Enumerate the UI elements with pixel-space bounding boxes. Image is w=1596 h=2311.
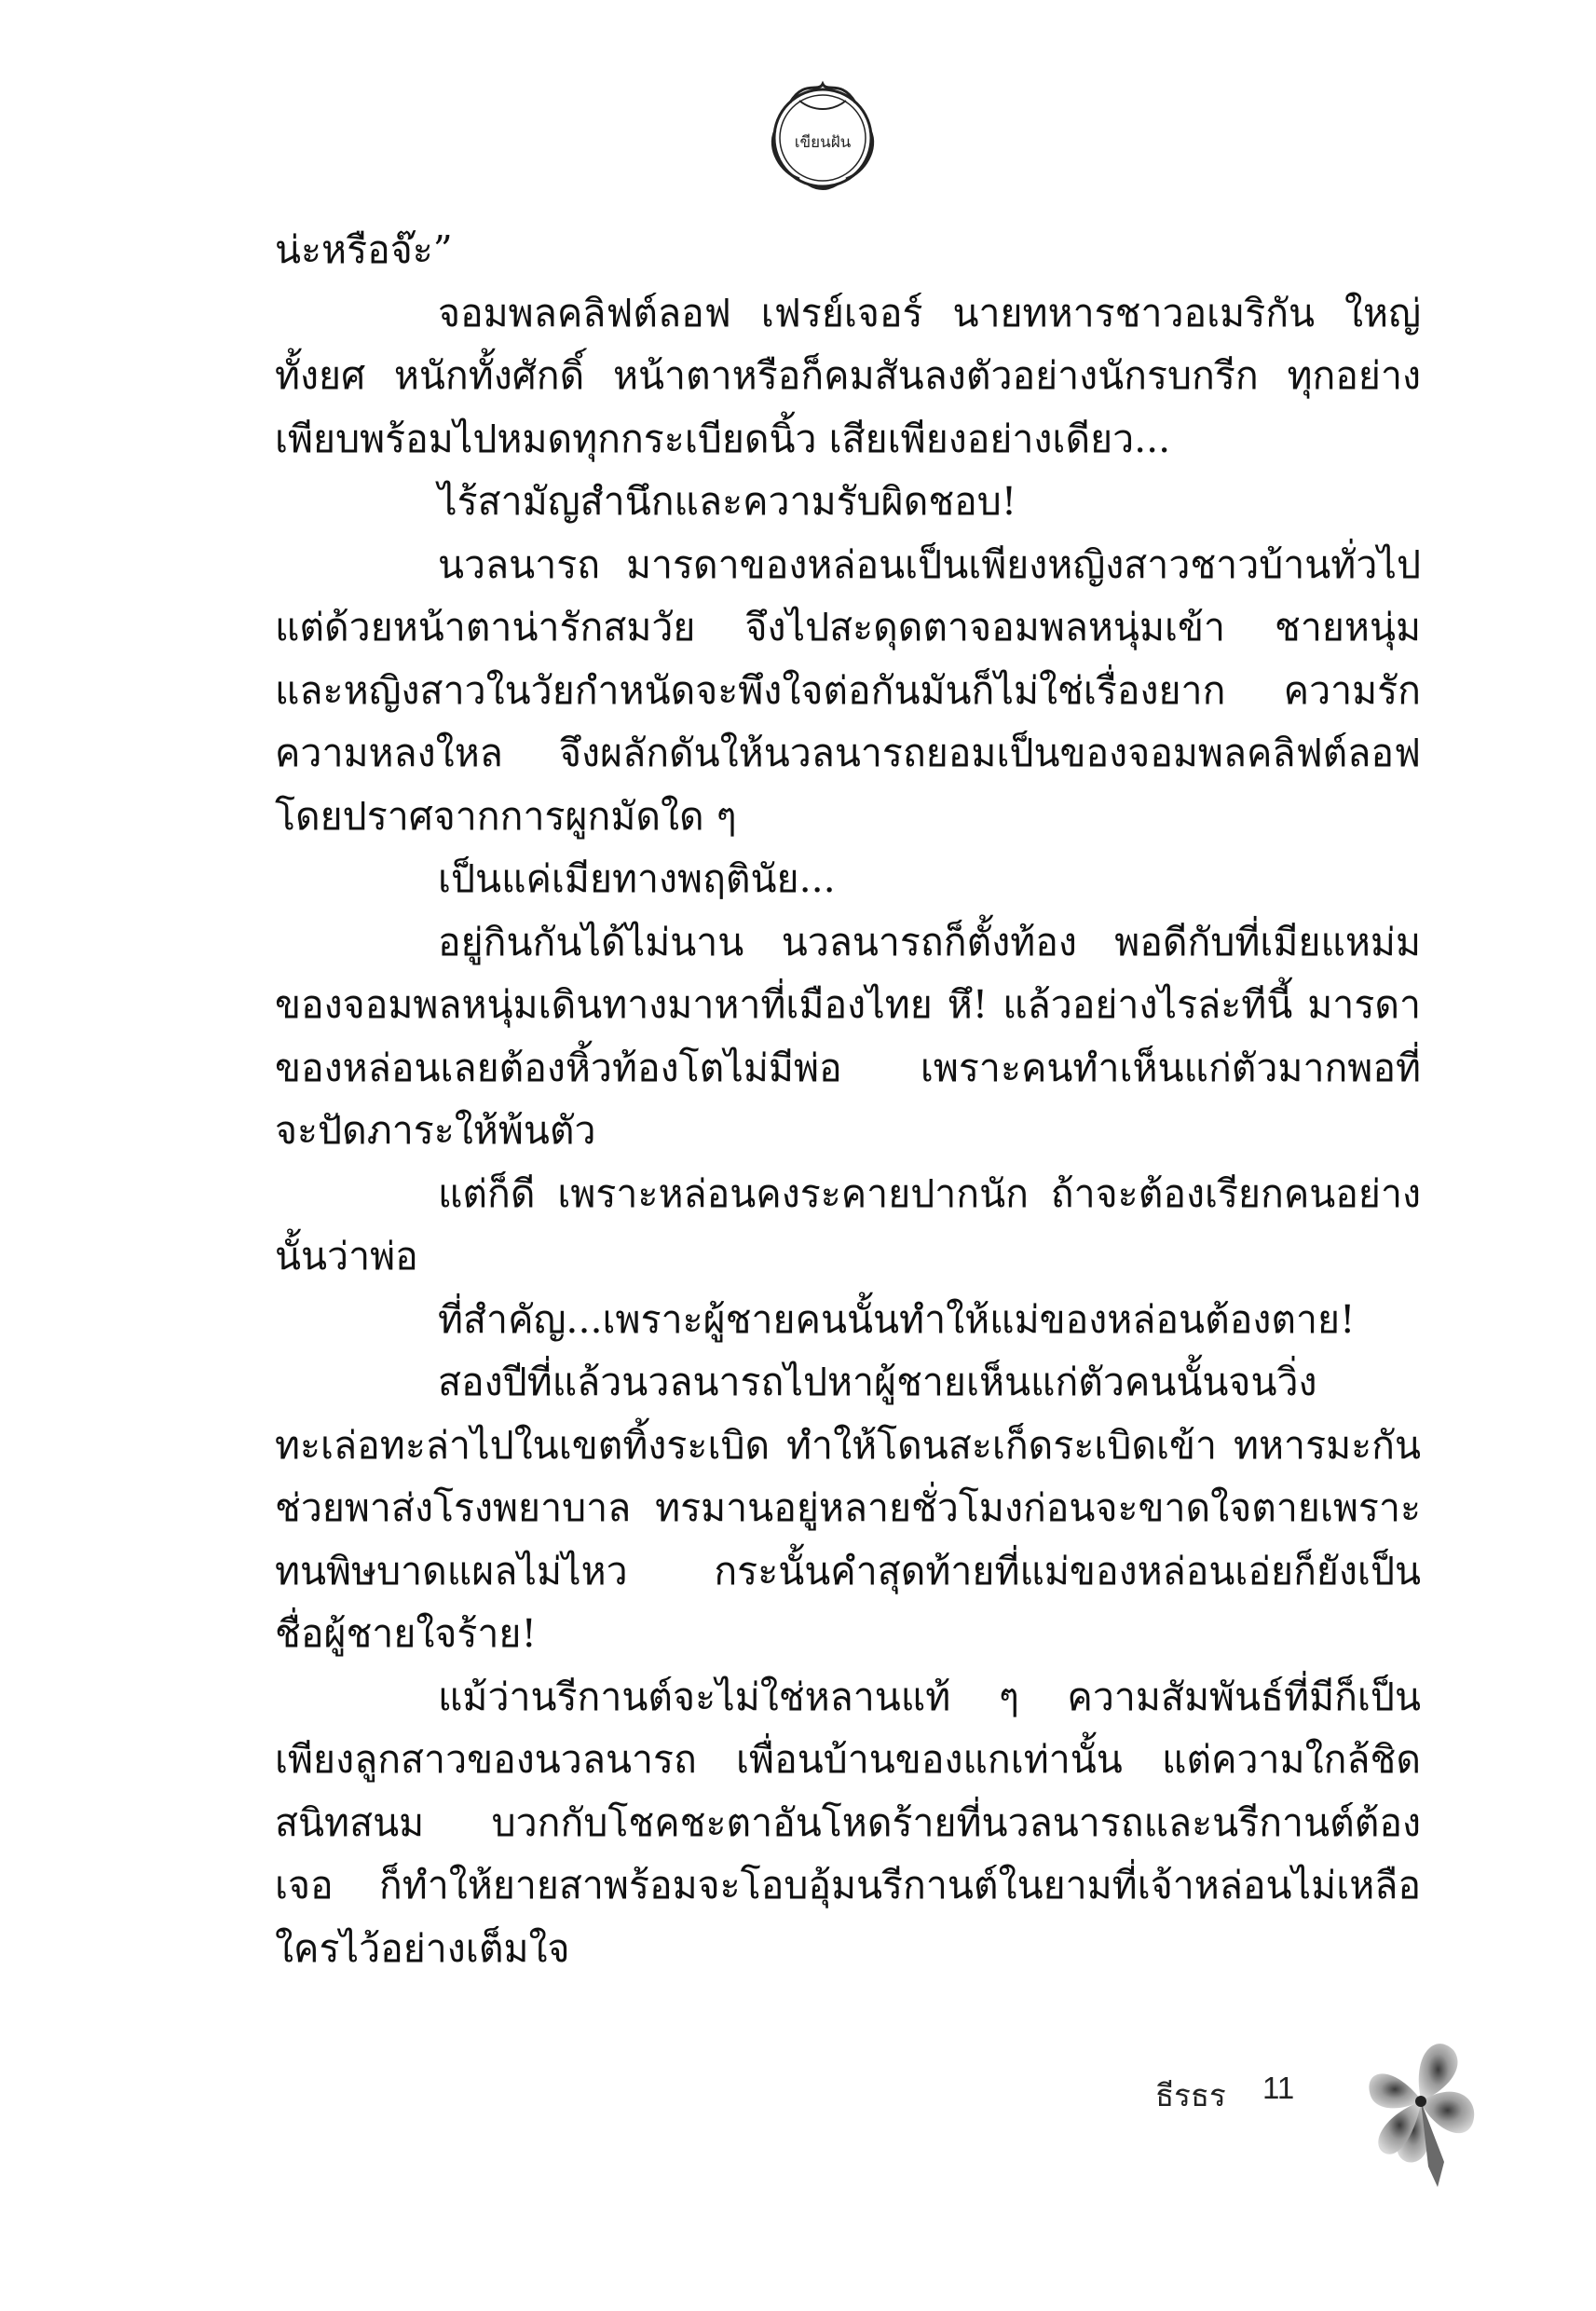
text-line: โดยปราศจากการผูกมัดใด ๆ	[275, 793, 737, 839]
body-text	[275, 219, 1421, 1980]
text-line: จอมพลคลิฟต์ลอฟ เฟรย์เจอร์ นายทหารชาวอเมริกัน ใหญ่	[438, 290, 1421, 335]
text-line: ใครไว้อย่างเต็มใจ	[275, 1925, 570, 1971]
text-line: แต่ก็ดี เพราะหล่อนคงระคายปากนัก ถ้าจะต้องเรียกคนอย่าง	[438, 1170, 1421, 1216]
text-line: ความหลงใหล จึงผลักดันให้นวลนารถยอมเป็นของจอมพลคลิฟต์ลอฟ	[275, 731, 1421, 775]
text-line: ไร้สามัญสำนึกและความรับผิดชอบ!	[438, 479, 1017, 524]
flower-decoration-icon	[1356, 2027, 1486, 2190]
text-line: แต่ด้วยหน้าตาน่ารักสมวัย จึงไปสะดุดตาจอมพลหนุ่มเข้า ชายหนุ่ม	[275, 605, 1421, 650]
text-line: เจอ ก็ทำให้ยายสาพร้อมจะโอบอุ้มนรีกานต์ในยามที่เจ้าหล่อนไม่เหลือ	[275, 1863, 1421, 1908]
text-line: เพียงลูกสาวของนวลนารถ เพื่อนบ้านของแกเท่านั้น แต่ความใกล้ชิด	[275, 1737, 1421, 1782]
text-line: ทะเล่อทะล่าไปในเขตทิ้งระเบิด ทำให้โดนสะเก็ดระเบิดเข้า ทหารมะกัน	[275, 1422, 1421, 1468]
text-line: ของหล่อนเลยต้องหิ้วท้องโตไม่มีพ่อ เพราะคนทำเห็นแก่ตัวมากพอที่	[275, 1045, 1421, 1090]
text-line: เพียบพร้อมไปหมดทุกกระเบียดนิ้ว เสียเพียงอย่างเดียว...	[275, 416, 1171, 461]
text-line: น่ะหรือจ๊ะ”	[275, 227, 453, 272]
text-line: ของจอมพลหนุ่มเดินทางมาหาที่เมืองไทย หึ! แล้วอย่างไรล่ะทีนี้ มารดา	[275, 982, 1421, 1027]
text-line: แม้ว่านรีกานต์จะไม่ใช่หลานแท้ ๆ ความสัมพันธ์ที่มีก็เป็น	[438, 1674, 1421, 1719]
text-line: สองปีที่แล้วนวลนารถไปหาผู้ชายเห็นแก่ตัวคนนั้นจนวิ่ง	[438, 1360, 1317, 1404]
text-line: จะปัดภาระให้พ้นตัว	[275, 1108, 596, 1153]
text-line: และหญิงสาวในวัยกำหนัดจะพึงใจต่อกันมันก็ไม่ใช่เรื่องยาก ความรัก	[275, 667, 1421, 713]
svg-text:เขียนฝัน: เขียนฝัน	[794, 133, 852, 152]
text-line: สนิทสนม บวกกับโชคชะตาอันโหดร้ายที่นวลนารถและนรีกานต์ต้อง	[275, 1799, 1421, 1845]
text-line: ช่วยพาส่งโรงพยาบาล ทรมานอยู่หลายชั่วโมงก่อนจะขาดใจตายเพราะ	[275, 1485, 1421, 1530]
text-line: ที่สำคัญ...เพราะผู้ชายคนนั้นทำให้แม่ของหล่อนต้องตาย!	[438, 1296, 1356, 1342]
text-line: ทั้งยศ หนักทั้งศักดิ์ หน้าตาหรือก็คมสันลงตัวอย่างนักรบกรีก ทุกอย่าง	[275, 353, 1421, 398]
text-line: เป็นแค่เมียทางพฤตินัย...	[438, 856, 836, 901]
publisher-logo	[762, 75, 883, 196]
page-number: 11	[1262, 2071, 1295, 2105]
text-line: ทนพิษบาดแผลไม่ไหว กระนั้นคำสุดท้ายที่แม่ของหล่อนเอ่ยก็ยังเป็น	[275, 1548, 1421, 1593]
text-line: ชื่อผู้ชายใจร้าย!	[275, 1611, 537, 1656]
footer-author: ธีรธร	[1155, 2078, 1226, 2113]
text-line: อยู่กินกันได้ไม่นาน นวลนารถก็ตั้งท้อง พอดีกับที่เมียแหม่ม	[438, 919, 1421, 964]
text-line: นั้นว่าพ่อ	[275, 1234, 418, 1279]
text-line: นวลนารถ มารดาของหล่อนเป็นเพียงหญิงสาวชาวบ้านทั่วไป	[438, 541, 1421, 587]
